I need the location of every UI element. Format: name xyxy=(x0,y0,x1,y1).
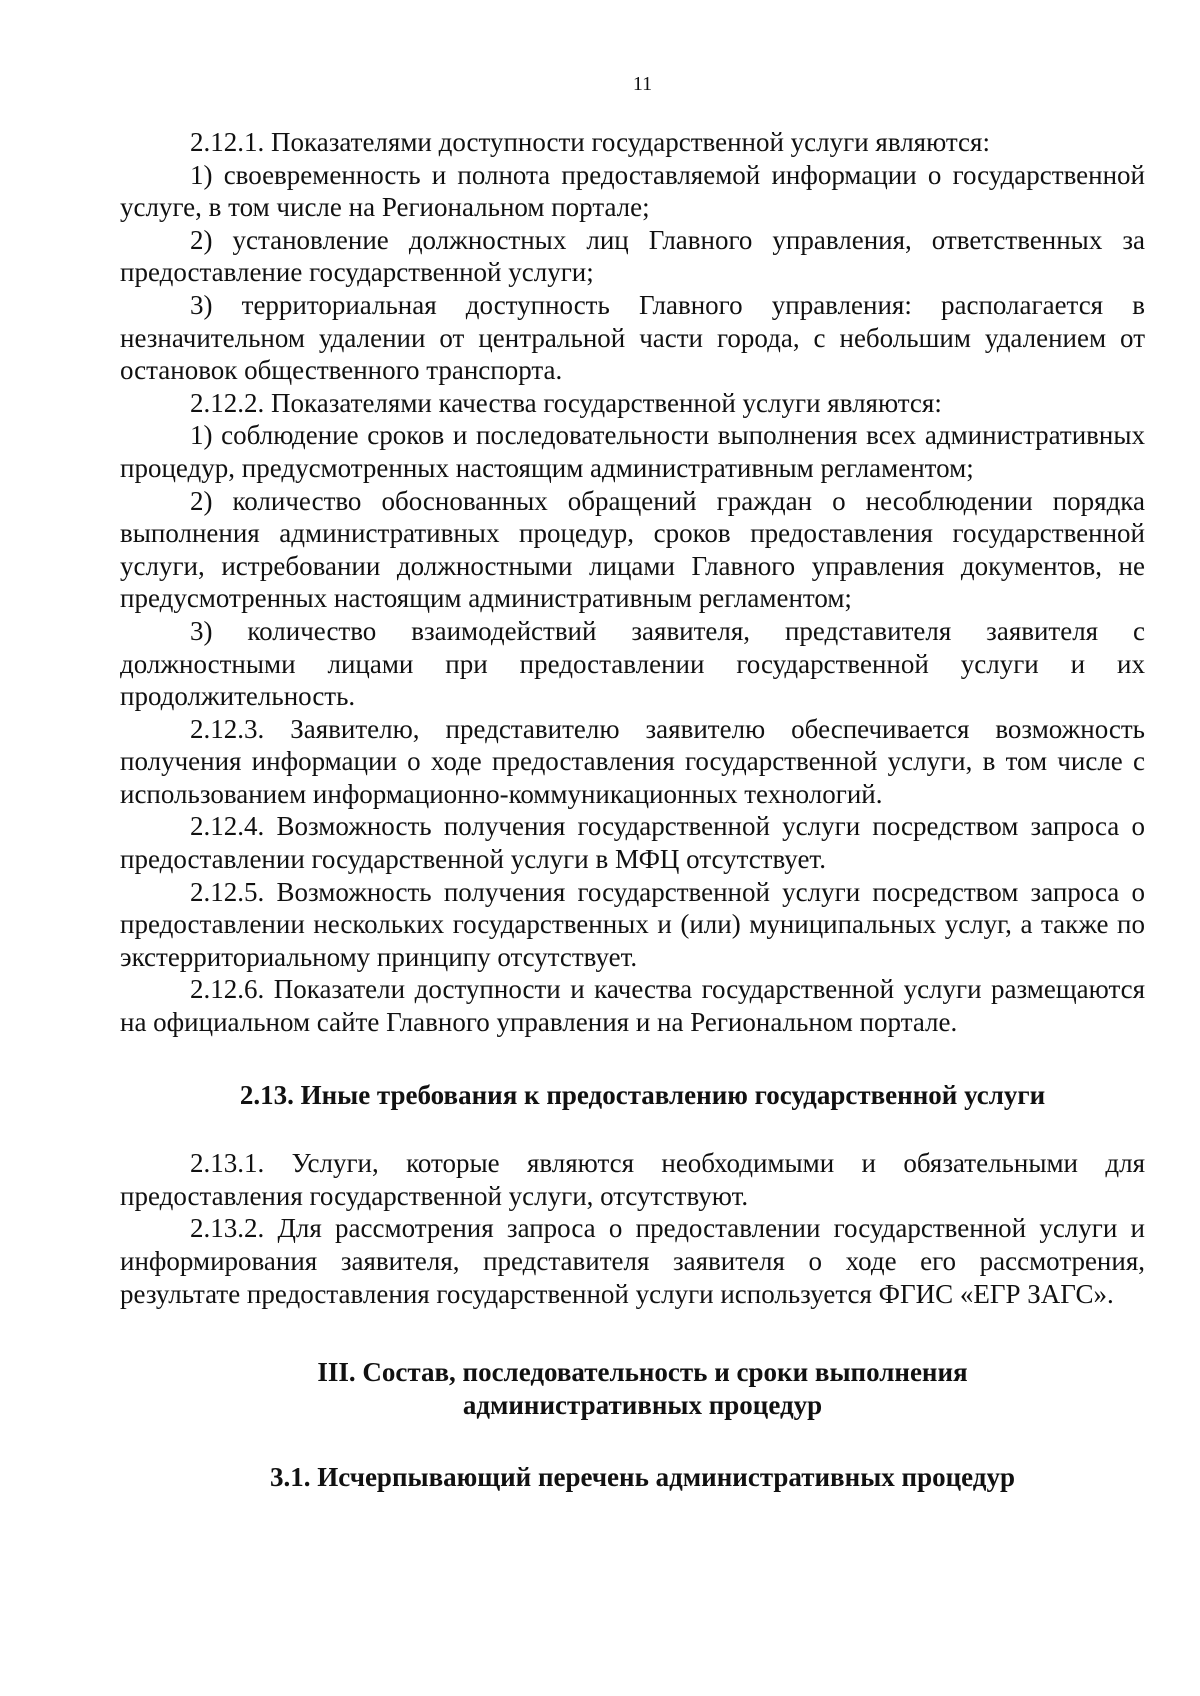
heading-2-13: 2.13. Иные требования к предоставлению государственной услуги xyxy=(239,1079,1046,1110)
heading-section-iii xyxy=(120,1356,1145,1421)
heading-3-1: 3.1. Исчерпывающий перечень административных процедур xyxy=(270,1462,1015,1493)
paragraph-2-12-1-item-1: 1) своевременность и полнота предоставляемой информации о государственной услуге, в том числе на Региональном портале; xyxy=(120,159,1145,223)
paragraph-2-13-2: 2.13.2. Для рассмотрения запроса о предоставлении государственной услуги и информирования заявителя, представителя заявителя о ходе его рассмотрения, результате предоставления государственной услуги используется ФГИС «ЕГР ЗАГС». xyxy=(120,1213,1145,1309)
paragraph-2-12-6: 2.12.6. Показатели доступности и качества государственной услуги размещаются на официальном сайте Главного управления и на Региональном портале. xyxy=(120,974,1145,1038)
paragraph-2-12-2-item-2: 2) количество обоснованных обращений граждан о несоблюдении порядка выполнения административных процедур, сроков предоставления государственной услуги, истребовании должностными лицами Главного управления документов, не предусмотренных настоящим административным регламентом; xyxy=(120,485,1145,614)
heading-section-iii-line-1: III. Состав, последовательность и сроки выполнения xyxy=(317,1357,968,1388)
paragraph-2-12-5: 2.12.5. Возможность получения государственной услуги посредством запроса о предоставлении нескольких государственных и (или) муниципальных услуг, а также по экстерриториальному принципу отсутствует. xyxy=(120,876,1145,972)
page-number: 11 xyxy=(632,73,653,95)
paragraph-2-12-2: 2.12.2. Показателями качества государственной услуги являются: xyxy=(190,387,942,418)
paragraph-2-12-2-item-1: 1) соблюдение сроков и последовательности выполнения всех административных процедур, предусмотренных настоящим административным регламентом; xyxy=(120,420,1145,483)
paragraph-2-12-4: 2.12.4. Возможность получения государственной услуги посредством запроса о предоставлении государственной услуги в МФЦ отсутствует. xyxy=(120,811,1145,875)
paragraph-2-12-1: 2.12.1. Показателями доступности государственной услуги являются: xyxy=(190,127,990,157)
paragraph-2-13-1: 2.13.1. Услуги, которые являются необходимыми и обязательными для предоставления государственной услуги, отсутствуют. xyxy=(120,1148,1145,1211)
paragraph-2-12-3: 2.12.3. Заявителю, представителю заявителю обеспечивается возможность получения информации о ходе предоставления государственной услуги, в том числе с использованием информационно-коммуникационных технологий. xyxy=(120,713,1145,809)
paragraph-2-12-1-item-3: 3) территориальная доступность Главного управления: располагается в незначительном удалении от центральной части города, с небольшим удалением от остановок общественного транспорта. xyxy=(120,289,1145,386)
paragraph-2-12-2-item-3: 3) количество взаимодействий заявителя, представителя заявителя с должностными лицами при предоставлении государственной услуги и их продолжительность. xyxy=(120,615,1145,712)
paragraph-2-12-1-item-2: 2) установление должностных лиц Главного управления, ответственных за предоставление государственной услуги; xyxy=(120,224,1145,288)
heading-section-iii-line-2: административных процедур xyxy=(462,1389,823,1420)
